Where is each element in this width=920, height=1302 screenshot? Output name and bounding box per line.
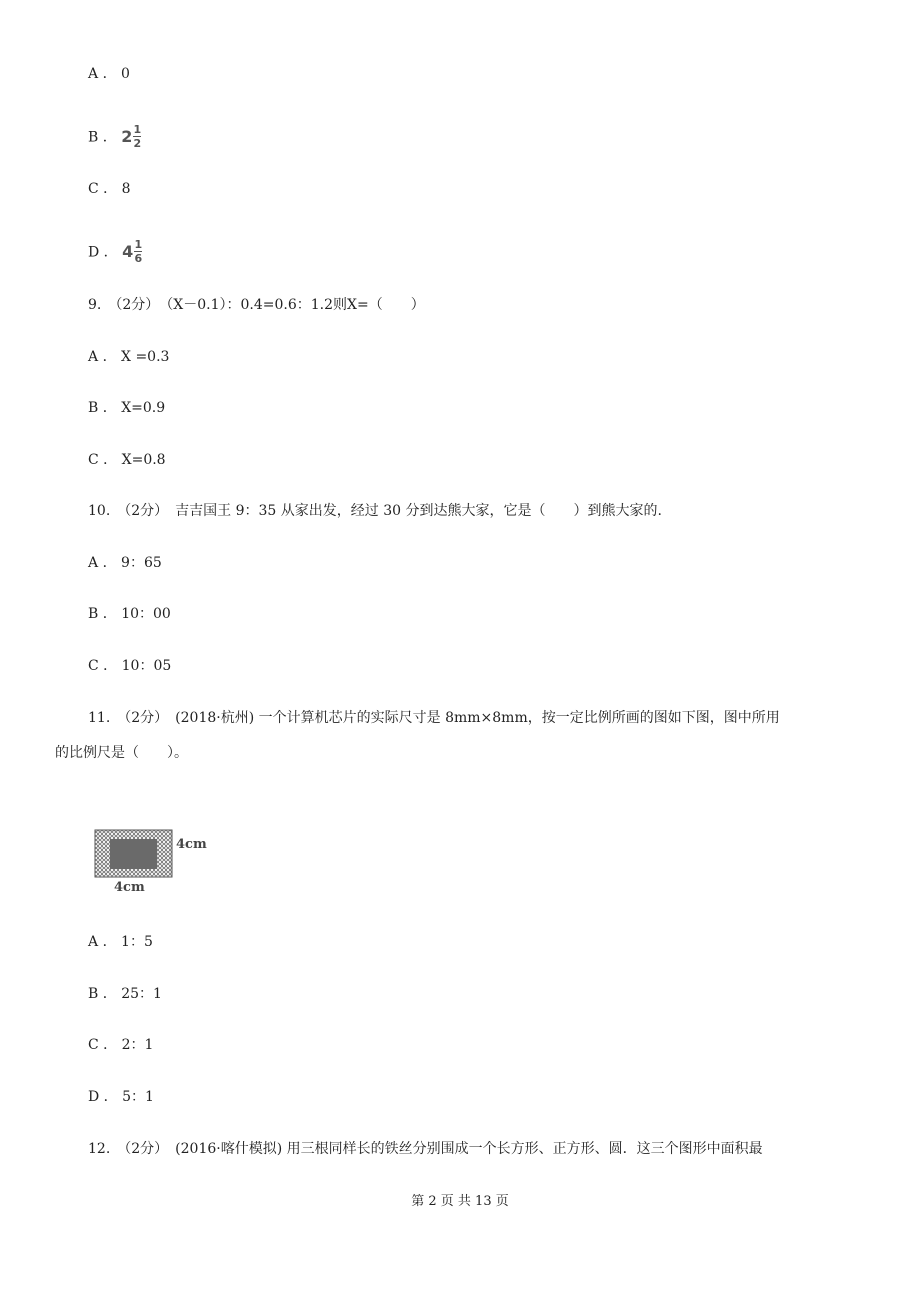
q11-option-b: B ． 25：1 — [88, 986, 162, 1002]
page-footer: 第 2 页 共 13 页 — [411, 1194, 509, 1209]
q10-option-c: C ． 10：05 — [88, 658, 172, 674]
q12-question-line1: 12. （2分） (2016·喀什模拟) 用三根同样长的铁丝分别围成一个长方形、正方形、圆．这三个图形中面积最 — [88, 1141, 763, 1157]
q9-question: 9. （2分） （X－0.1）：0.4=0.6：1.2则X=（ ） — [88, 297, 425, 313]
mixed-fraction: 4 1 6 — [122, 238, 143, 265]
q8-option-c: C ． 8 — [88, 181, 131, 197]
q11-question-line2: 的比例尺是（ ）。 — [55, 745, 188, 761]
q10-option-b: B ． 10：00 — [88, 606, 171, 622]
figure-bottom-label: 4cm — [114, 880, 145, 895]
q8-option-b: B ． 2 1 2 — [88, 123, 142, 150]
q11-option-c: C ． 2：1 — [88, 1037, 154, 1053]
mixed-fraction: 2 1 2 — [121, 123, 142, 150]
q9-option-b: B ． X=0.9 — [88, 400, 166, 416]
q8-option-a: A ． 0 — [88, 66, 130, 82]
q10-question: 10. （2分） 吉吉国王 9：35 从家出发，经过 30 分到达熊大家，它是（ ）到熊大家的. — [88, 503, 662, 519]
figure-right-label: 4cm — [176, 837, 207, 852]
chip-figure — [90, 828, 220, 898]
q9-option-a: A ． X =0.3 — [88, 349, 170, 365]
q11-question-line1: 11. （2分） (2018·杭州) 一个计算机芯片的实际尺寸是 8mm×8mm，按一定比例所画的图如下图，图中所用 — [88, 710, 780, 726]
q11-option-d: D ． 5：1 — [88, 1089, 154, 1105]
q11-option-a: A ． 1：5 — [88, 934, 153, 950]
q9-option-c: C ． X=0.8 — [88, 452, 166, 468]
q10-option-a: A ． 9：65 — [88, 555, 162, 571]
chip-inner-square — [110, 839, 157, 869]
q8-option-d: D ． 4 1 6 — [88, 238, 143, 265]
